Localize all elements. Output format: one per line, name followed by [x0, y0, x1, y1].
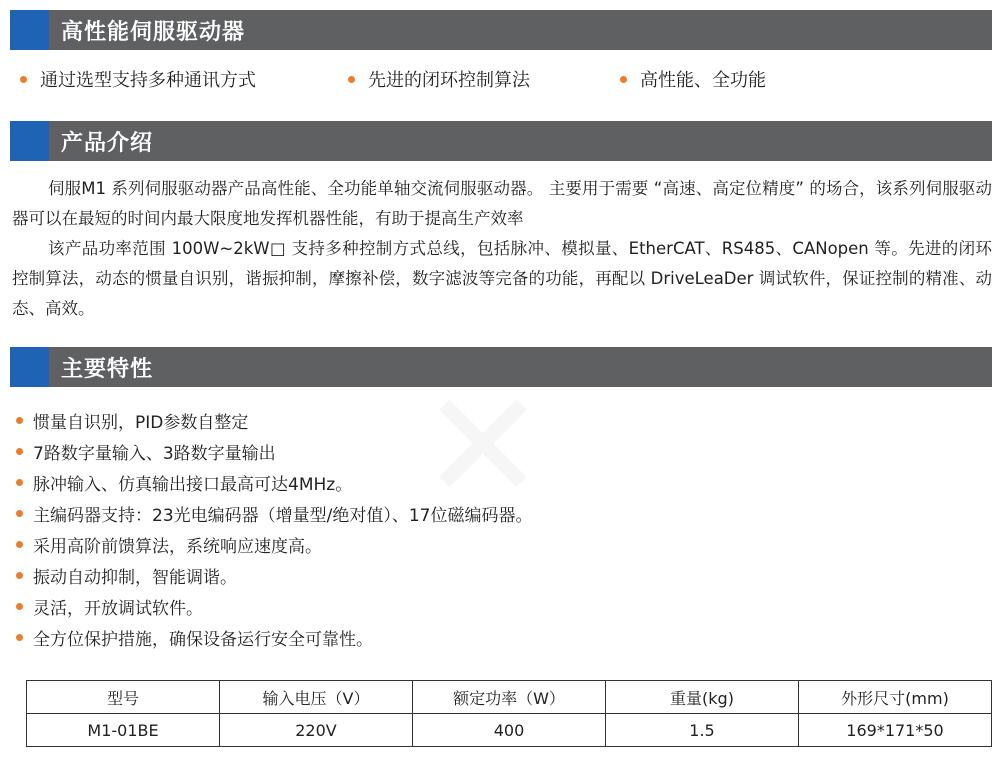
header-accent [10, 121, 49, 161]
bullet-dot-icon [16, 603, 23, 610]
cell-weight: 1.5 [606, 714, 799, 747]
feature-text: 采用高阶前馈算法，系统响应速度高。 [33, 537, 322, 557]
feature-text: 主编码器支持：23光电编码器（增量型/绝对值）、17位磁编码器。 [33, 506, 533, 526]
highlight-label: 先进的闭环控制算法 [368, 70, 530, 91]
bullet-dot-icon [16, 448, 23, 455]
list-item [16, 622, 533, 653]
feature-text: 振动自动抑制，智能调谐。 [33, 568, 237, 588]
column-header-dimensions: 外形尺寸(mm) [799, 681, 992, 714]
list-item [16, 436, 533, 467]
highlight-label: 高性能、全功能 [640, 70, 766, 91]
list-item [16, 498, 533, 529]
column-header-model: 型号 [27, 681, 220, 714]
feature-text: 脉冲输入、仿真输出接口最高可达4MHz。 [33, 475, 353, 495]
highlight-item [348, 64, 530, 94]
bullet-dot-icon [348, 76, 355, 83]
intro-paragraph: 伺服M1 系列伺服驱动器产品高性能、全功能单轴交流伺服驱动器。 主要用于需要 “高速、高定位精度” 的场合，该系列伺服驱动器可以在最短的时间内最大限度地发挥机器性能，有助于提高生产效率 [12, 179, 992, 228]
spec-table [26, 680, 992, 747]
feature-text: 灵活，开放调试软件。 [33, 599, 203, 619]
column-header-power: 额定功率（W） [413, 681, 606, 714]
bullet-dot-icon [20, 76, 27, 83]
header-accent [10, 347, 49, 387]
section-title-intro: 产品介绍 [61, 130, 154, 156]
table-row [27, 714, 992, 747]
column-header-voltage: 输入电压（V） [220, 681, 413, 714]
cell-power: 400 [413, 714, 606, 747]
bullet-dot-icon [620, 76, 627, 83]
cell-dimensions: 169*171*50 [799, 714, 992, 747]
feature-text: 惯量自识别，PID参数自整定 [33, 413, 249, 433]
bullet-dot-icon [16, 510, 23, 517]
bullet-dot-icon [16, 417, 23, 424]
section-title-performance: 高性能伺服驱动器 [61, 19, 246, 45]
highlight-item [20, 64, 256, 94]
bullet-dot-icon [16, 634, 23, 641]
bullet-dot-icon [16, 541, 23, 548]
intro-paragraph: 该产品功率范围 100W~2kW□ 支持多种控制方式总线，包括脉冲、模拟量、EtherCAT、RS485、CANopen 等。先进的闭环控制算法，动态的惯量自识别，谐振抑制，摩擦补偿，数字滤波等完备的功能，再配以 DriveLeaDer 调试软件，保证控制的精准、动态、高效。 [12, 239, 992, 318]
section-title-features: 主要特性 [61, 356, 154, 382]
list-item [16, 405, 533, 436]
feature-text: 7路数字量输入、3路数字量输出 [33, 444, 276, 464]
bullet-dot-icon [16, 572, 23, 579]
cell-voltage: 220V [220, 714, 413, 747]
list-item [16, 529, 533, 560]
highlight-label: 通过选型支持多种通讯方式 [40, 70, 256, 91]
feature-text: 全方位保护措施，确保设备运行安全可靠性。 [33, 630, 373, 650]
highlight-row [0, 64, 1000, 94]
table-header-row [27, 681, 992, 714]
section-header-intro [10, 121, 992, 161]
feature-list [16, 405, 533, 653]
bullet-dot-icon [16, 479, 23, 486]
list-item [16, 467, 533, 498]
section-header-features [10, 347, 992, 387]
section-header-performance [10, 10, 992, 50]
list-item [16, 560, 533, 591]
column-header-weight: 重量(kg) [606, 681, 799, 714]
highlight-item [620, 64, 766, 94]
cell-model: M1-01BE [27, 714, 220, 747]
header-accent [10, 10, 49, 50]
list-item [16, 591, 533, 622]
